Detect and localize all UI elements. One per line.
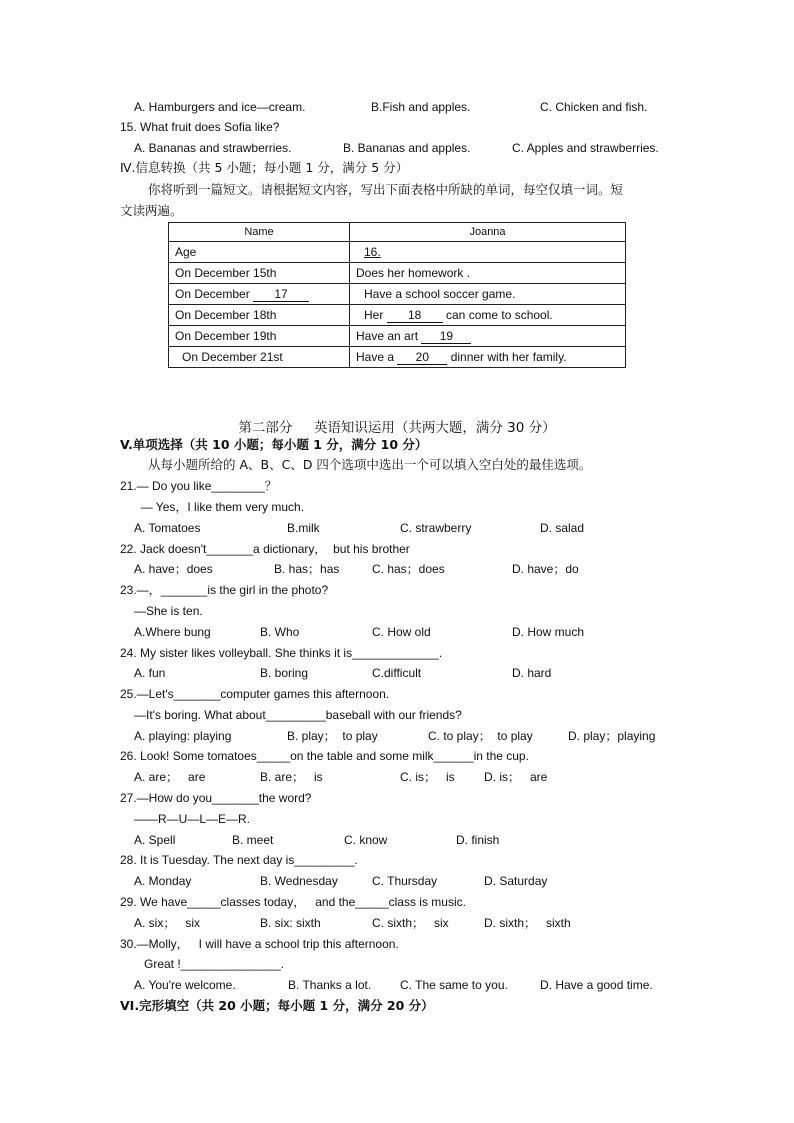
q26-line1: 26. Look! Some tomatoes_____on the table and some milk______in the cup. — [120, 749, 529, 763]
q22-option-d: D. have；do — [512, 562, 579, 576]
row-label-text: On December 21st — [182, 350, 283, 364]
table-row — [169, 347, 626, 368]
q27-option-d: D. finish — [456, 833, 500, 847]
q30-option-a: A. You're welcome. — [134, 978, 236, 992]
q21-option-d: D. salad — [540, 521, 585, 535]
blank-20: 20 — [397, 350, 447, 365]
q28-option-c: C. Thursday — [372, 874, 438, 888]
row-label: Age — [169, 242, 350, 263]
q24-option-d: D. hard — [512, 666, 552, 680]
q29-option-c: C. sixth； six — [372, 916, 449, 930]
q22-option-b: B. has；has — [274, 562, 340, 576]
table-row — [169, 305, 626, 326]
row-label: On December 19th — [169, 326, 350, 347]
section4-heading: Ⅳ.信息转换（共 5 小题；每小题 1 分，满分 5 分） — [120, 160, 409, 175]
row-label-prefix: On December — [175, 286, 254, 301]
q25-option-b: B. play； to play — [287, 729, 378, 743]
q26-option-c: C. is； is — [400, 770, 455, 784]
q15-option-a: A. Bananas and strawberries. — [134, 141, 292, 155]
q22-option-c: C. has；does — [372, 562, 445, 576]
row-value — [350, 347, 626, 368]
q30-line2: Great !_______________. — [134, 957, 285, 971]
q25-line1: 25.—Let's_______computer games this afternoon. — [120, 687, 390, 701]
section5-instruction: 从每小题所给的 A、B、C、D 四个选项中选出一个可以填入空白处的最佳选项。 — [148, 457, 592, 472]
table-row — [169, 326, 626, 347]
blank-18: 18 — [387, 308, 443, 323]
q15-stem: 15. What fruit does Sofia like? — [120, 120, 280, 134]
q22-line1: 22. Jack doesn't_______a dictionary， but his brother — [120, 542, 410, 556]
row-value — [350, 326, 626, 347]
table-row — [169, 284, 626, 305]
row-value — [350, 242, 626, 263]
row-label — [169, 347, 350, 368]
q23-line1: 23.—，_______is the girl in the photo? — [120, 583, 329, 597]
q29-option-b: B. six: sixth — [260, 916, 321, 930]
row-value-prefix: Her — [364, 307, 387, 322]
q27-option-c: C. know — [344, 833, 388, 847]
blank-19: 19 — [421, 329, 471, 344]
q14-option-a: A. Hamburgers and ice—cream. — [134, 100, 306, 114]
q28-option-d: D. Saturday — [484, 874, 548, 888]
q27-option-a: A. Spell — [134, 833, 176, 847]
q23-option-b: B. Who — [260, 625, 300, 639]
q22-option-a: A. have；does — [134, 562, 213, 576]
q23-option-a: A.Where bung — [134, 625, 211, 639]
q21-option-c: C. strawberry — [400, 521, 472, 535]
q25-line2: —It's boring. What about_________baseball with our friends? — [134, 708, 462, 722]
q30-option-b: B. Thanks a lot. — [288, 978, 372, 992]
section4-instruction-line1: 你将听到一篇短文。请根据短文内容，写出下面表格中所缺的单词，每空仅填一词。短 — [148, 182, 624, 197]
q14-option-c: C. Chicken and fish. — [540, 100, 648, 114]
table-row — [169, 242, 626, 263]
q26-option-d: D. is； are — [484, 770, 548, 784]
q27-line2: ——R—U—L—E—R. — [134, 812, 251, 826]
q14-option-b: B.Fish and apples. — [371, 100, 471, 114]
q27-option-b: B. meet — [232, 833, 274, 847]
q26-option-b: B. are； is — [260, 770, 323, 784]
row-value — [350, 284, 626, 305]
q23-line2: —She is ten. — [134, 604, 203, 618]
row-value: Does her homework . — [350, 263, 626, 284]
q15-option-b: B. Bananas and apples. — [343, 141, 471, 155]
q26-option-a: A. are； are — [134, 770, 206, 784]
row-value-prefix: Have an art — [356, 328, 422, 343]
q30-line1: 30.—Molly， I will have a school trip this afternoon. — [120, 937, 399, 951]
age-answer: 16. — [364, 245, 381, 259]
q23-option-c: C. How old — [372, 625, 431, 639]
q29-option-d: D. sixth； sixth — [484, 916, 571, 930]
section5-heading: V.单项选择（共 10 小题；每小题 1 分，满分 10 分） — [120, 437, 428, 452]
q28-option-a: A. Monday — [134, 874, 192, 888]
q24-option-a: A. fun — [134, 666, 166, 680]
row-label — [169, 284, 350, 305]
q29-option-a: A. six； six — [134, 916, 201, 930]
row-value-suffix: can come to school. — [442, 307, 553, 322]
row-value-text: Have a school soccer game. — [364, 287, 516, 301]
header-name: Name — [169, 223, 350, 242]
q25-option-c: C. to play； to play — [428, 729, 533, 743]
q21-line2: — Yes，I like them very much. — [134, 500, 305, 514]
header-joanna: Joanna — [350, 223, 626, 242]
q25-option-a: A. playing: playing — [134, 729, 232, 743]
info-table — [168, 222, 626, 368]
section4-instruction-line2: 文读两遍。 — [120, 203, 183, 218]
q28-option-b: B. Wednesday — [260, 874, 338, 888]
section6-heading: VI.完形填空（共 20 小题；每小题 1 分，满分 20 分） — [120, 998, 434, 1013]
q27-line1: 27.—How do you_______the word? — [120, 791, 312, 805]
q29-line1: 29. We have_____classes today， and the_____class is music. — [120, 895, 466, 909]
q21-option-b: B.milk — [287, 521, 320, 535]
info-table-header — [169, 223, 626, 242]
q24-option-c: C.difficult — [372, 666, 422, 680]
q30-option-c: C. The same to you. — [400, 978, 508, 992]
q21-option-a: A. Tomatoes — [134, 521, 201, 535]
q23-option-d: D. How much — [512, 625, 585, 639]
part2-title: 第二部分 英语知识运用（共两大题，满分 30 分） — [238, 420, 556, 436]
blank-17: 17 — [253, 287, 309, 302]
q24-option-b: B. boring — [260, 666, 309, 680]
q30-option-d: D. Have a good time. — [540, 978, 653, 992]
row-label: On December 18th — [169, 305, 350, 326]
row-value-suffix: dinner with her family. — [447, 349, 567, 364]
row-value — [350, 305, 626, 326]
q25-option-d: D. play；playing — [568, 729, 656, 743]
q24-line1: 24. My sister likes volleyball. She thinks it is_____________. — [120, 646, 443, 660]
q21-line1: 21.— Do you like________？ — [120, 479, 277, 493]
row-value-prefix: Have a — [356, 349, 398, 364]
q28-line1: 28. It is Tuesday. The next day is_________. — [120, 853, 358, 867]
q15-option-c: C. Apples and strawberries. — [512, 141, 659, 155]
row-label: On December 15th — [169, 263, 350, 284]
table-row — [169, 263, 626, 284]
